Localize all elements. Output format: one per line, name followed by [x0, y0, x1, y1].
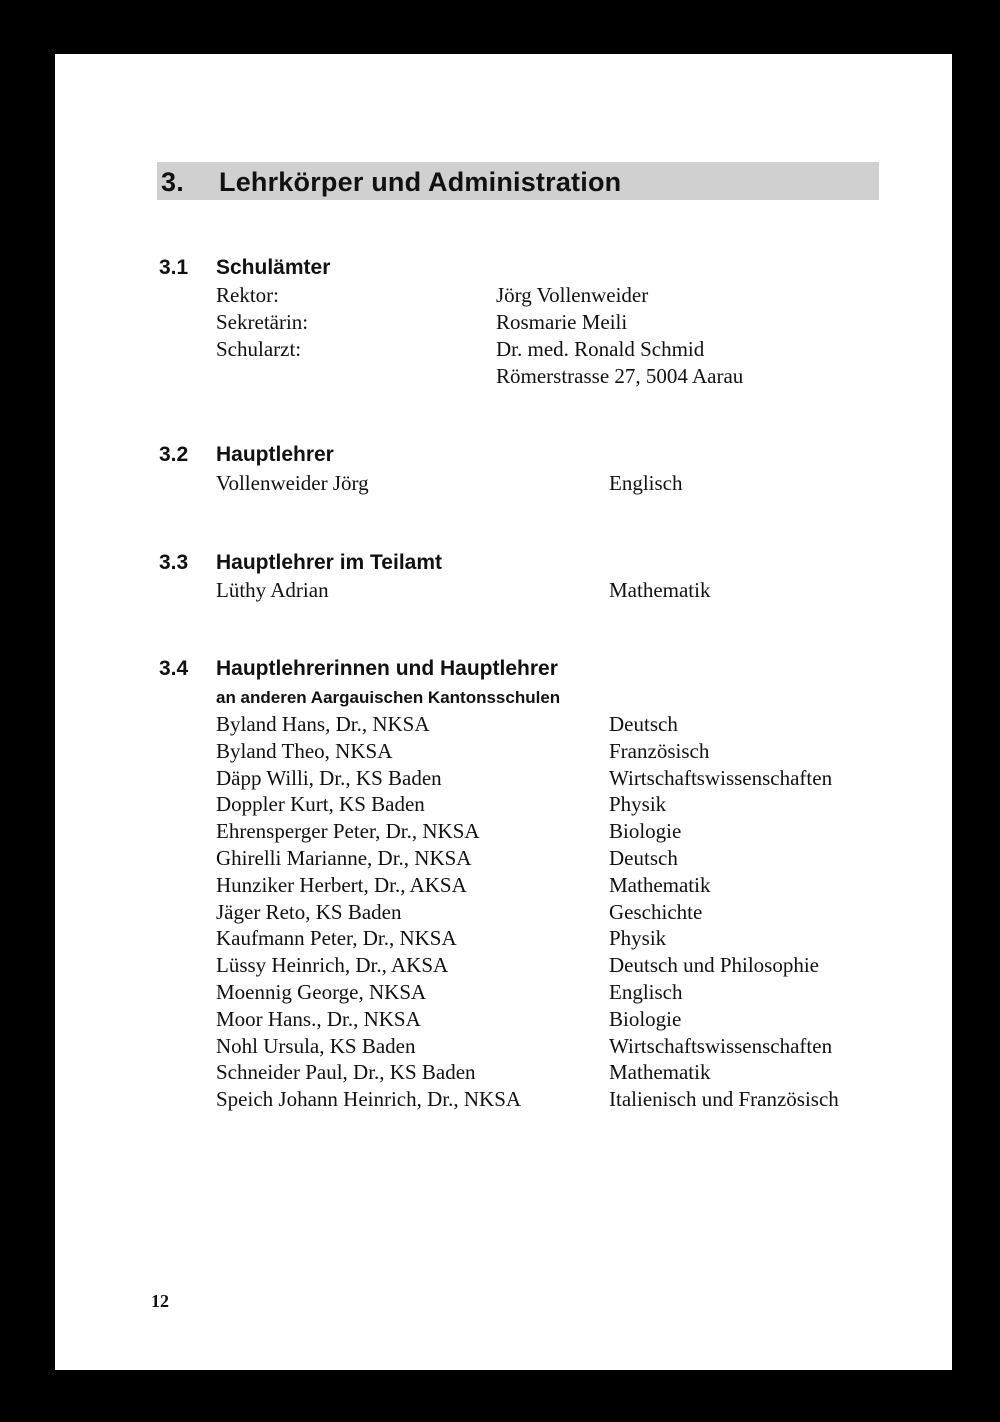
teacher-subject: Englisch	[609, 979, 683, 1004]
teacher-subject: Mathematik	[609, 1060, 711, 1085]
teacher-subject: Englisch	[609, 471, 683, 495]
teacher-subject: Französisch	[609, 738, 710, 763]
section-3-4-title: Hauptlehrerinnen und Hauptlehrer	[216, 657, 558, 680]
list-item	[216, 1033, 916, 1060]
teacher-name: Jäger Reto, KS Baden	[216, 899, 402, 924]
chapter-title: Lehrkörper und Administration	[219, 167, 622, 197]
section-3-4-subtitle: an anderen Aargauischen Kantonsschulen	[216, 688, 561, 707]
teacher-subject: Physik	[609, 926, 667, 951]
section-3-3-number: 3.3	[159, 551, 189, 574]
list-item	[216, 1059, 916, 1086]
teacher-name: Lüssy Heinrich, Dr., AKSA	[216, 953, 449, 978]
office-holder: Rosmarie Meili	[496, 310, 628, 334]
section-3-1-number: 3.1	[159, 256, 189, 279]
document-page	[55, 54, 952, 1370]
office-holder: Jörg Vollenweider	[496, 283, 649, 307]
section-3-2-number: 3.2	[159, 443, 189, 466]
list-item	[216, 952, 916, 979]
teacher-name: Ehrensperger Peter, Dr., NKSA	[216, 819, 480, 844]
list-item	[216, 925, 916, 952]
teacher-subject: Wirtschaftswissenschaften	[609, 765, 833, 790]
page-number: 12	[151, 1291, 169, 1311]
section-3-1-title: Schulämter	[216, 256, 331, 279]
teacher-subject: Biologie	[609, 819, 682, 844]
office-label: Schularzt:	[216, 337, 302, 361]
list-item	[216, 711, 916, 738]
chapter-heading	[157, 162, 621, 200]
teacher-name: Ghirelli Marianne, Dr., NKSA	[216, 845, 472, 870]
teacher-name: Byland Hans, Dr., NKSA	[216, 712, 430, 736]
section-3-2-title: Hauptlehrer	[216, 443, 334, 466]
list-item	[216, 872, 916, 899]
office-holder: Dr. med. Ronald Schmid	[496, 337, 705, 361]
teacher-subject: Biologie	[609, 1006, 682, 1031]
teacher-list	[216, 711, 916, 1113]
teacher-subject: Italienisch und Französisch	[609, 1087, 839, 1112]
section-3-3-title: Hauptlehrer im Teilamt	[216, 551, 442, 574]
teacher-name: Kaufmann Peter, Dr., NKSA	[216, 926, 457, 951]
teacher-name: Moor Hans., Dr., NKSA	[216, 1006, 421, 1031]
teacher-name: Lüthy Adrian	[216, 578, 329, 602]
teacher-subject: Mathematik	[609, 578, 711, 602]
teacher-subject: Geschichte	[609, 899, 703, 924]
chapter-number: 3.	[161, 167, 184, 197]
teacher-name: Moennig George, NKSA	[216, 979, 427, 1004]
teacher-name: Däpp Willi, Dr., KS Baden	[216, 765, 442, 790]
teacher-name: Hunziker Herbert, Dr., AKSA	[216, 872, 467, 897]
teacher-subject: Deutsch	[609, 845, 678, 870]
teacher-subject: Physik	[609, 792, 667, 817]
section-3-4-number: 3.4	[159, 657, 189, 680]
list-item	[216, 979, 916, 1006]
list-item	[216, 738, 916, 765]
teacher-subject: Wirtschaftswissenschaften	[609, 1033, 833, 1058]
list-item	[216, 845, 916, 872]
teacher-subject: Mathematik	[609, 872, 711, 897]
teacher-name: Vollenweider Jörg	[216, 471, 369, 495]
office-label: Rektor:	[216, 283, 279, 307]
list-item	[216, 1086, 916, 1113]
teacher-name: Schneider Paul, Dr., KS Baden	[216, 1060, 476, 1085]
list-item	[216, 1006, 916, 1033]
office-label: Sekretärin:	[216, 310, 309, 334]
office-holder-address: Römerstrasse 27, 5004 Aarau	[496, 364, 744, 388]
teacher-subject: Deutsch	[609, 712, 678, 736]
teacher-name: Byland Theo, NKSA	[216, 738, 393, 763]
list-item	[216, 818, 916, 845]
list-item	[216, 791, 916, 818]
teacher-name: Nohl Ursula, KS Baden	[216, 1033, 416, 1058]
list-item	[216, 899, 916, 926]
teacher-name: Doppler Kurt, KS Baden	[216, 792, 425, 817]
teacher-name: Speich Johann Heinrich, Dr., NKSA	[216, 1087, 522, 1112]
list-item	[216, 765, 916, 792]
teacher-subject: Deutsch und Philosophie	[609, 953, 819, 978]
